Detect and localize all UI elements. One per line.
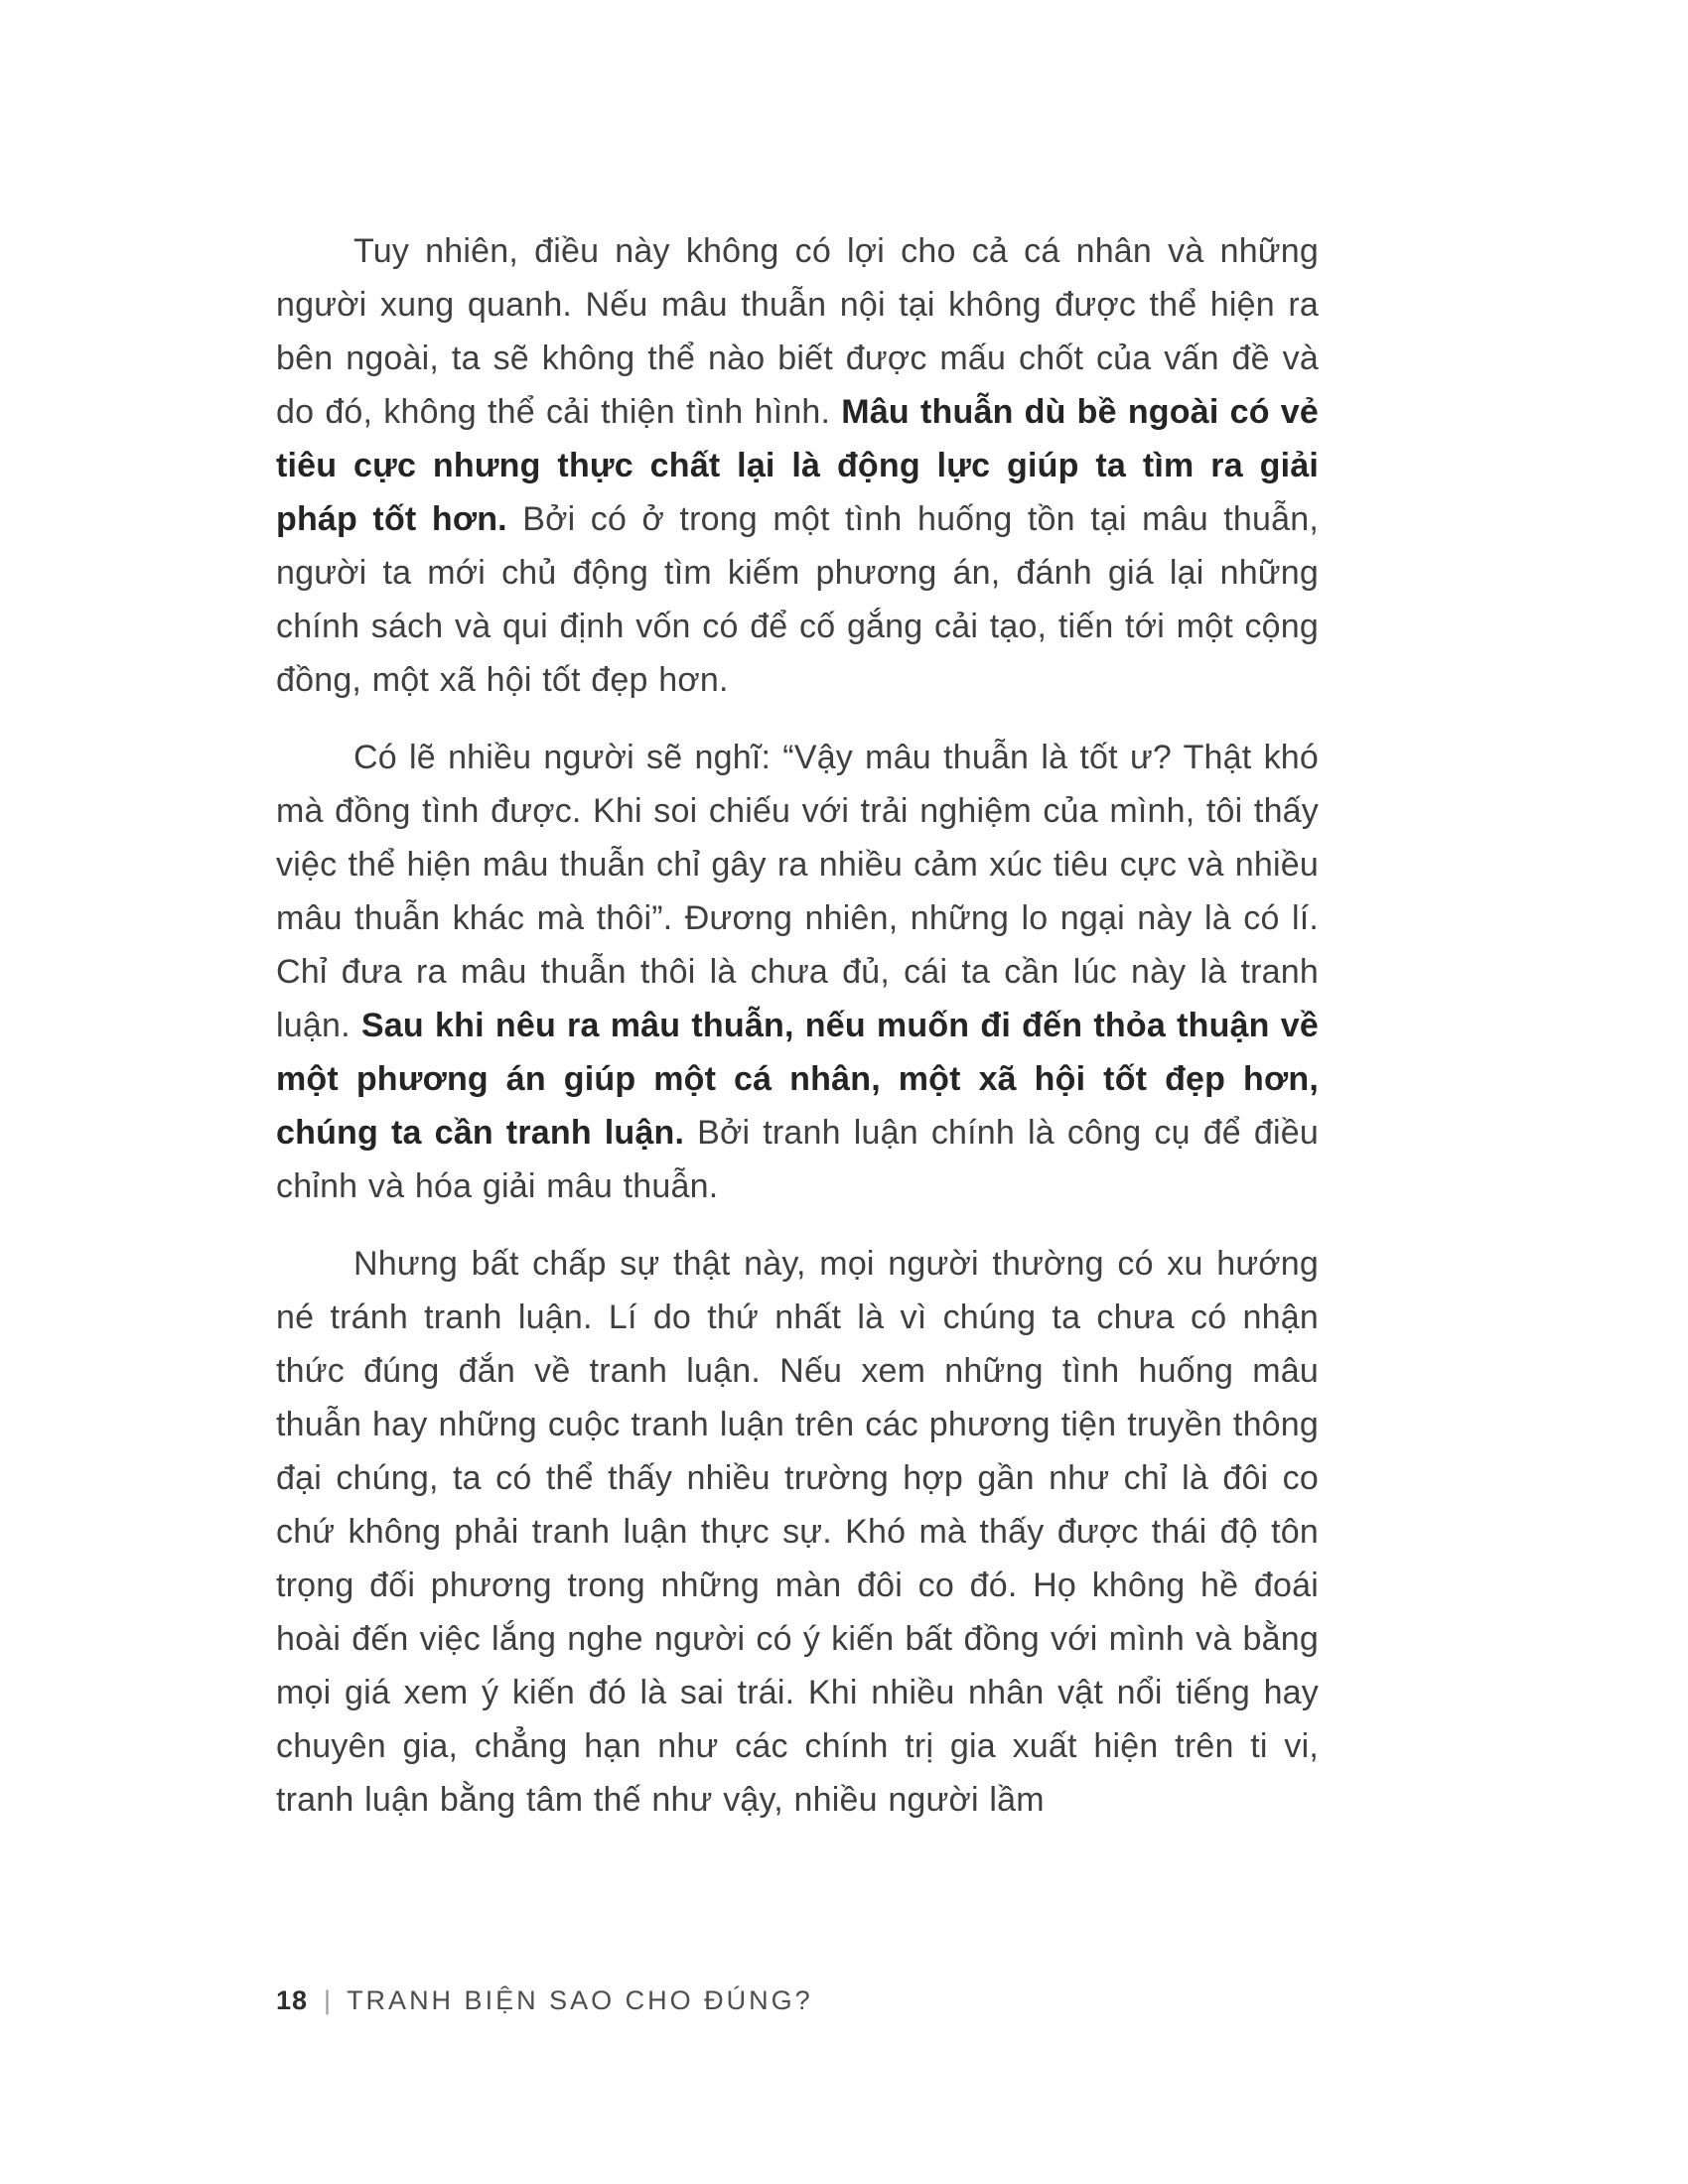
body-text: Bởi có ở trong một tình huống tồn tại mâu thuẫn, người ta mới chủ động tìm kiếm phương án, đánh giá lại những chính sách và qui định vốn có để cố gắng cải tạo, tiến tới một cộng đồng, một xã hội tốt đẹp hơn. bbox=[276, 500, 1320, 699]
paragraph bbox=[276, 731, 1319, 1213]
book-title: TRANH BIỆN SAO CHO ĐÚNG? bbox=[347, 1985, 813, 2015]
footer-separator: | bbox=[324, 1985, 332, 2015]
body-text: Tuy nhiên, điều này không có lợi cho cả cá nhân và những người xung quanh. Nếu mâu thuẫn nội tại không được thể hiện ra bên ngoài, ta sẽ không thể nào biết được mấu chốt của vấn đề và do đó, không thể cải thiện tình hình. bbox=[276, 232, 1319, 431]
body-text: Nhưng bất chấp sự thật này, mọi người thường có xu hướng né tránh tranh luận. Lí do thứ nhất là vì chúng ta chưa có nhận thức đúng đắn về tranh luận. Nếu xem những tình huống mâu thuẫn hay những cuộc tranh luận trên các phương tiện truyền thông đại chúng, ta có thể thấy nhiều trường hợp gần như chỉ là đôi co chứ không phải tranh luận thực sự. Khó mà thấy được thái độ tôn trọng đối phương trong những màn đôi co đó. Họ không hề đoái hoài đến việc lắng nghe người có ý kiến bất đồng với mình và bằng mọi giá xem ý kiến đó là sai trái. Khi nhiều nhân vật nổi tiếng hay chuyên gia, chẳng hạn như các chính trị gia xuất hiện trên ti vi, tranh luận bằng tâm thế như vậy, nhiều người lầm bbox=[276, 1245, 1319, 1819]
body-text: Bởi tranh luận chính là công cụ để điều chỉnh và hóa giải mâu thuẫn. bbox=[276, 1114, 1319, 1205]
emphasis-text: Mâu thuẫn dù bề ngoài có vẻ tiêu cực nhưng thực chất lại là động lực giúp ta tìm ra giải pháp tốt hơn. bbox=[276, 393, 1319, 538]
page-text bbox=[276, 224, 1319, 1850]
paragraph bbox=[276, 224, 1319, 707]
body-text: Có lẽ nhiều người sẽ nghĩ: “Vậy mâu thuẫn là tốt ư? Thật khó mà đồng tình được. Khi soi chiếu với trải nghiệm của mình, tôi thấy việc thể hiện mâu thuẫn chỉ gây ra nhiều cảm xúc tiêu cực và nhiều mâu thuẫn khác mà thôi”. Đương nhiên, những lo ngại này là có lí. Chỉ đưa ra mâu thuẫn thôi là chưa đủ, cái ta cần lúc này là tranh luận. bbox=[276, 739, 1319, 1044]
emphasis-text: Sau khi nêu ra mâu thuẫn, nếu muốn đi đến thỏa thuận về một phương án giúp một cá nhân, một xã hội tốt đẹp hơn, chúng ta cần tranh luận. bbox=[276, 1007, 1320, 1152]
paragraph bbox=[276, 1237, 1319, 1827]
page-footer bbox=[276, 1985, 813, 2016]
page-number: 18 bbox=[276, 1985, 309, 2015]
